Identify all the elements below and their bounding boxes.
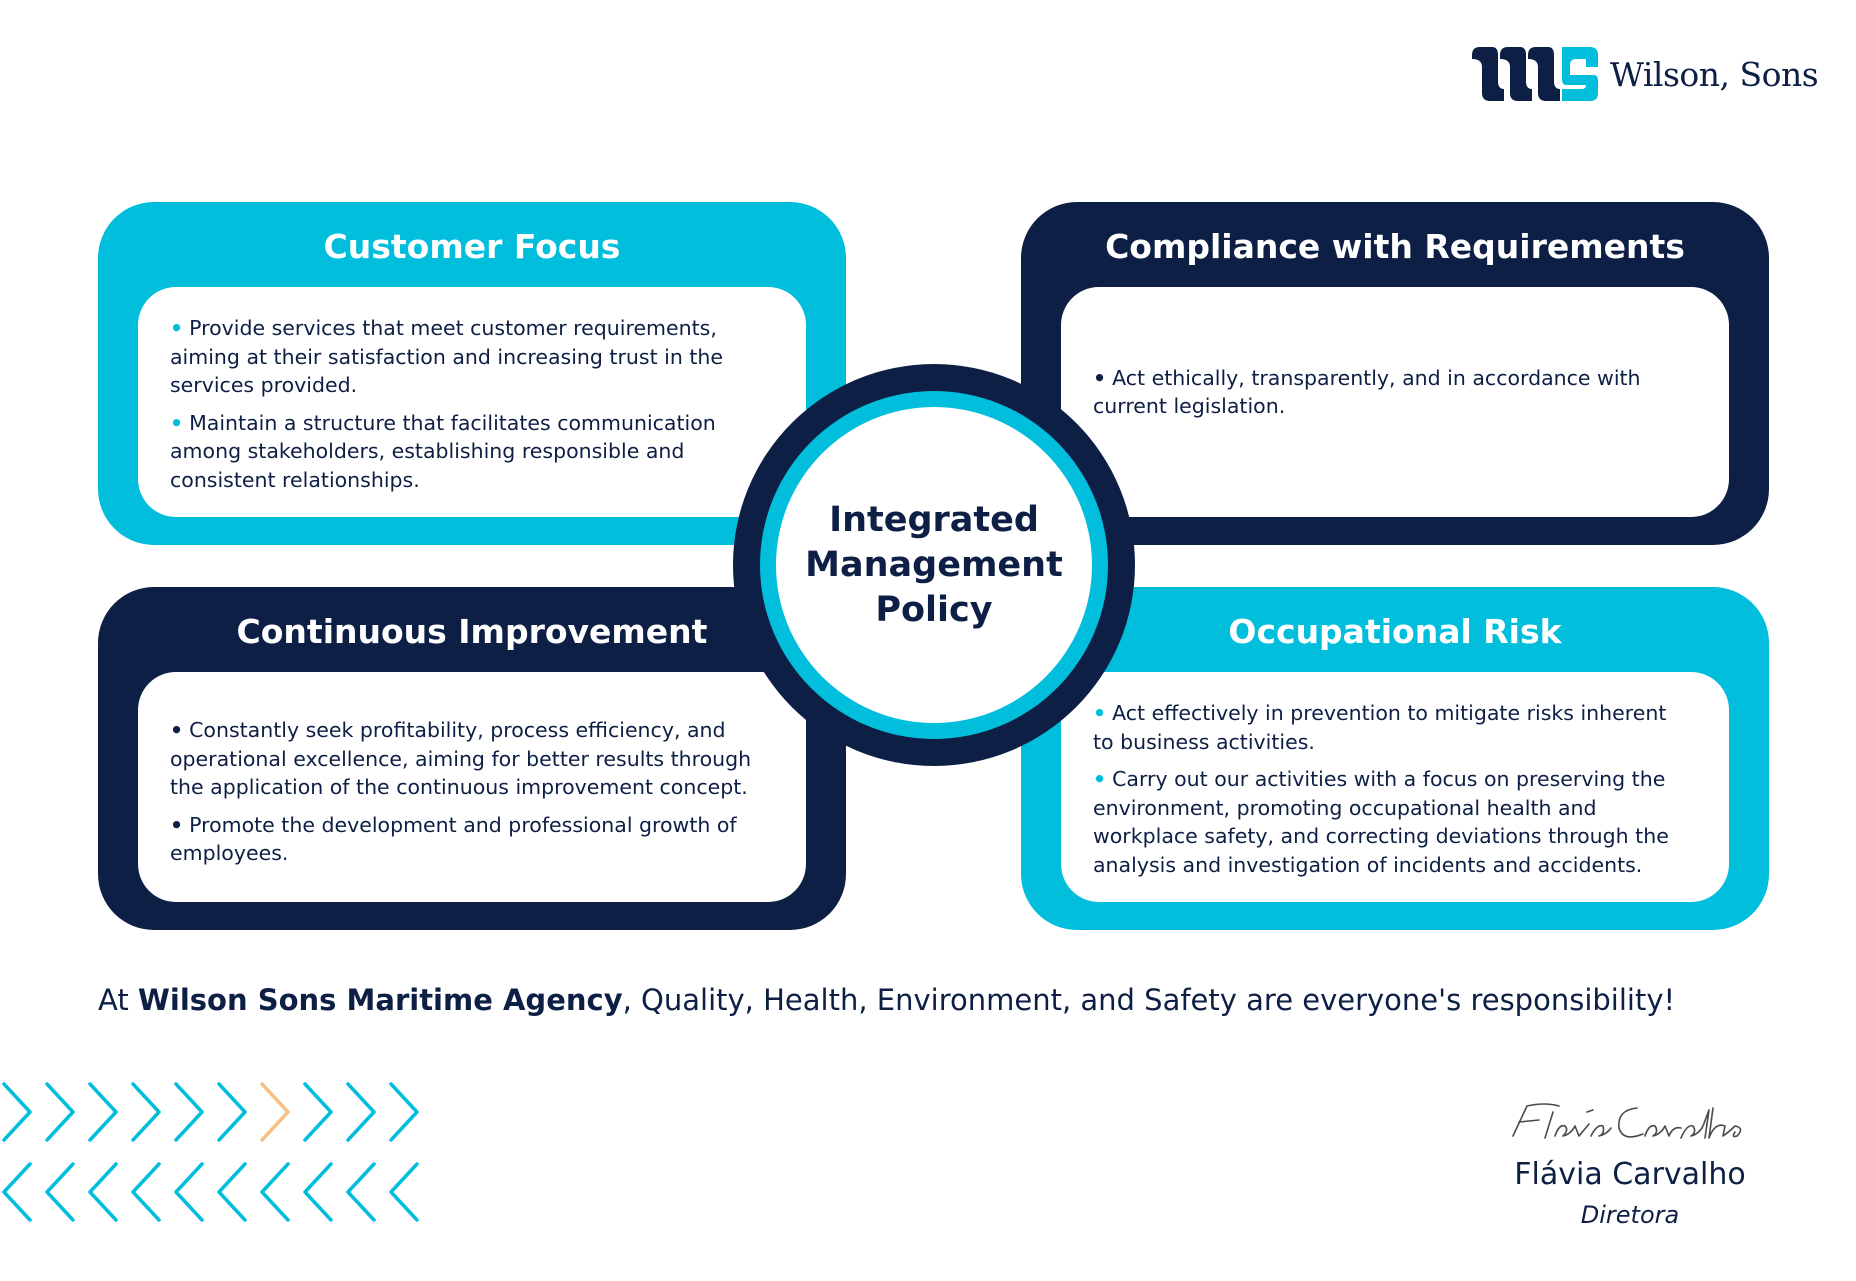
- logo-wordmark: Wilson, Sons: [1610, 54, 1819, 94]
- quadrant-customer-focus: [98, 202, 846, 545]
- responsibility-tagline: [98, 980, 1778, 1020]
- company-logo: [1470, 45, 1830, 103]
- quadrant-title: Customer Focus: [323, 227, 621, 266]
- chevron-left-icon: [133, 1164, 159, 1220]
- bullet-icon: •: [170, 718, 184, 743]
- decorative-chevrons: [0, 1082, 430, 1242]
- bullet-icon: •: [1093, 701, 1107, 725]
- bullet-item: • Provide services that meet customer requirements, aiming at their satisfaction and increasing trust in the services provided.: [170, 316, 723, 397]
- quadrant-compliance: [1021, 202, 1769, 545]
- bullet-item: • Constantly seek profitability, process efficiency, and operational excellence, aiming for better results through the application of the continuous improvement concept.: [170, 718, 752, 800]
- quadrant-content: [1061, 672, 1729, 902]
- chevron-right-icon: [176, 1084, 202, 1140]
- chevron-right-icon: [348, 1084, 374, 1140]
- bullet-icon: •: [170, 316, 184, 340]
- chevron-left-icon: [4, 1164, 30, 1220]
- bullet-icon: •: [170, 812, 184, 837]
- center-ring: [760, 391, 1108, 739]
- wilson-sons-logo-icon: [1470, 45, 1600, 103]
- chevron-right-icon: [391, 1084, 417, 1140]
- chevron-left-icon: [262, 1164, 288, 1220]
- quadrant-title: Continuous Improvement: [236, 612, 708, 651]
- chevron-right-icon: [133, 1084, 159, 1140]
- tagline-suffix: , Quality, Health, Environment, and Safety are everyone's responsibility!: [622, 983, 1676, 1017]
- bullet-icon: •: [170, 410, 184, 435]
- handwritten-signature: [1505, 1098, 1755, 1144]
- quadrant-occupational-risk: [1021, 587, 1769, 930]
- center-policy-circle: [733, 364, 1135, 766]
- tagline-prefix: At: [98, 983, 138, 1017]
- chevron-left-icon: [348, 1164, 374, 1220]
- tagline-company: Wilson Sons Maritime Agency: [137, 983, 623, 1017]
- quadrant-continuous-improvement: [98, 587, 846, 930]
- bullet-icon: •: [1093, 767, 1107, 791]
- quadrant-content: [138, 287, 806, 517]
- center-disc: [776, 407, 1092, 723]
- center-title: Integrated Management Policy: [805, 499, 1063, 630]
- bullet-item: • Maintain a structure that facilitates communication among stakeholders, establishing responsible and consistent relationships.: [170, 410, 716, 492]
- signatory-role: Diretora: [1580, 1201, 1680, 1229]
- chevron-right-icon: [90, 1084, 116, 1140]
- quadrant-content: [1061, 287, 1729, 517]
- bullet-item: • Act effectively in prevention to mitigate risks inherent to business activities.: [1093, 701, 1667, 754]
- chevron-left-icon: [176, 1164, 202, 1220]
- signatory-name: Flávia Carvalho: [1514, 1157, 1746, 1192]
- bullet-icon: •: [1093, 365, 1107, 390]
- chevron-left-icon: [305, 1164, 331, 1220]
- chevron-right-icon: [47, 1084, 73, 1140]
- bullet-item: • Promote the development and professional growth of employees.: [170, 812, 737, 866]
- chevron-left-icon: [47, 1164, 73, 1220]
- bullet-item: • Act ethically, transparently, and in accordance with current legislation.: [1093, 365, 1641, 418]
- chevron-right-icon: [305, 1084, 331, 1140]
- quadrant-content: [138, 672, 806, 902]
- chevron-left-icon: [391, 1164, 417, 1220]
- chevron-right-icon: [219, 1084, 245, 1140]
- chevron-right-icon: [262, 1084, 288, 1140]
- chevron-left-icon: [219, 1164, 245, 1220]
- bullet-item: • Carry out our activities with a focus on preserving the environment, promoting occupational health and workplace safety, and correcting deviations through the analysis and investigation of incidents and accidents.: [1093, 767, 1669, 877]
- quadrant-title: Compliance with Requirements: [1105, 227, 1685, 266]
- chevron-right-icon: [4, 1084, 30, 1140]
- chevron-left-icon: [90, 1164, 116, 1220]
- quadrant-title: Occupational Risk: [1228, 612, 1562, 651]
